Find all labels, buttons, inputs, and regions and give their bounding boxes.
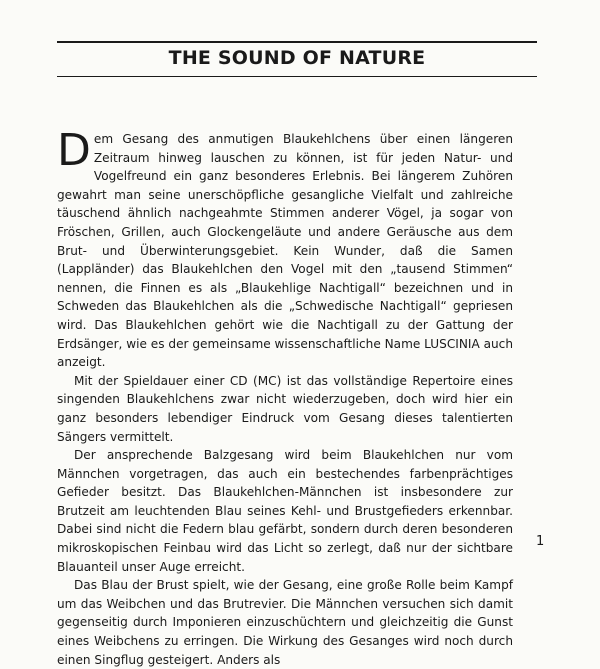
paragraph-1	[57, 125, 513, 372]
page-title: THE SOUND OF NATURE	[168, 47, 426, 69]
paragraph-1-text: em Gesang des anmutigen Blaukehlchens über einen längeren Zeitraum hinweg lauschen zu können, ist für jeden Natur- und Vogelfreund ein ganz besonderes Erlebnis. Bei längerem Zuhören gewahrt man seine unerschöpfliche gesangliche Vielfalt und zahlreiche täuschend ähnlich nachgeahmte Stimmen anderer Vögel, ja sogar von Fröschen, Grillen, auch Glockengeläute und andere Geräusche aus dem Brut- und Überwinterungsgebiet. Kein Wunder, daß die Samen (Lappländer) das Blaukehlchen den Vogel mit den „tausend Stimmen“ nennen, die Finnen es als „Blaukehlige Nachtigall“ bezeichnen und in Schweden das Blaukehlchen als die „Schwedische Nachtigall“ gepriesen wird. Das Blaukehlchen gehört wie die Nachtigall zu der Gattung der Erdsänger, wie es der gemeinsame wissenschaftliche Name LUSCINIA auch anzeigt.	[57, 132, 513, 370]
paragraph-2: Mit der Spieldauer einer CD (MC) ist das vollständige Repertoire eines singenden Blaukehlchens zwar nicht wiederzugeben, doch wird hier ein ganz besonders lebendiger Eindruck vom Gesang dieses talentierten Sängers vermittelt.	[57, 373, 513, 444]
paragraph-4: Das Blau der Brust spielt, wie der Gesang, eine große Rolle beim Kampf um das Weibchen und das Brutrevier. Die Männchen versuchen sich damit gegenseitig durch Imponieren einzuschüchtern und gleichzeitig die Gunst eines Weibchens zu erringen. Die Wirkung des Gesanges wird noch durch einen Singflug gesteigert. Anders als	[57, 578, 513, 667]
body-text	[57, 125, 513, 669]
page-number: 1	[536, 534, 545, 549]
title-bottom-rule	[57, 76, 537, 77]
paragraph-3: Der ansprechende Balzgesang wird beim Blaukehlchen nur vom Männchen vorgetragen, das auch ein bestechendes farbenprächtiges Gefieder besitzt. Das Blaukehlchen-Männchen ist insbesondere zur Brutzeit am leuchtenden Blau seines Kehl- und Brustgefieders erkennbar. Dabei sind nicht die Federn blau gefärbt, sondern durch deren besonderen mikroskopischen Feinbau wird das Licht so zerlegt, daß nur der sichtbare Blauanteil unser Auge erreicht.	[57, 448, 513, 574]
drop-cap: D	[57, 125, 91, 176]
title-top-rule	[57, 41, 537, 43]
